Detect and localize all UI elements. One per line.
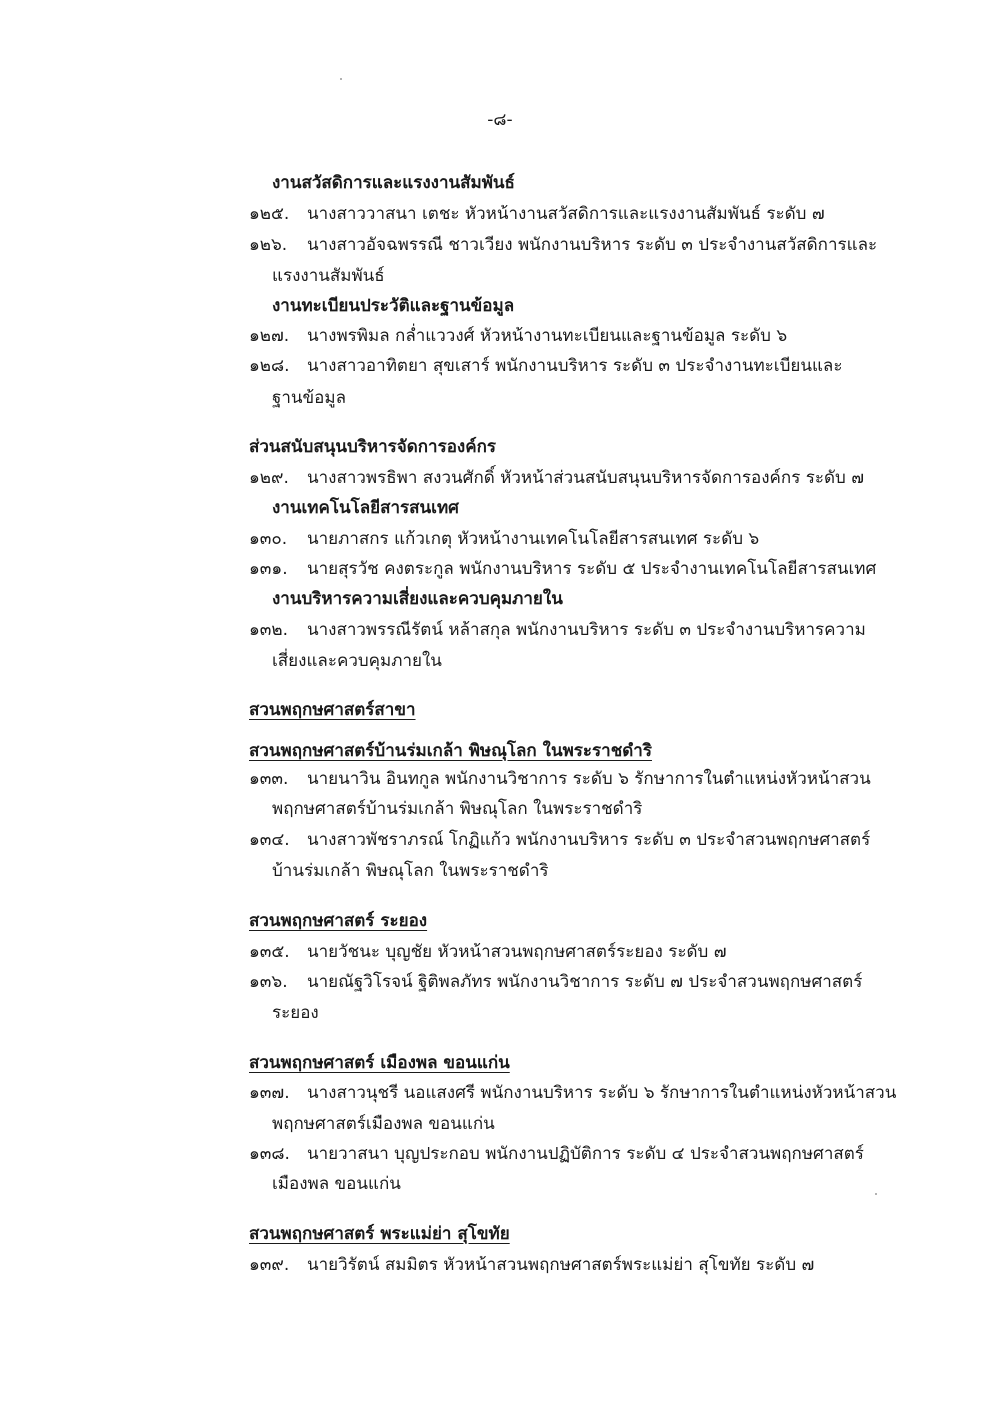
item-text: นางสาวอาทิตยา สุขเสาร์ พนักงานบริหาร ระดับ ๓ ประจำงานทะเบียนและ [307, 356, 843, 376]
section-heading-branches: สวนพฤกษศาสตร์สาขา [249, 700, 416, 720]
list-item-137 [249, 1081, 896, 1105]
list-item-138 [249, 1142, 864, 1166]
list-item-125 [249, 202, 825, 226]
item-text: นายวิรัตน์ สมมิตร หัวหน้าสวนพฤกษศาสตร์พระแม่ย่า สุโขทัย ระดับ ๗ [307, 1255, 815, 1275]
item-text: นายวาสนา บุญประกอบ พนักงานปฏิบัติการ ระดับ ๔ ประจำสวนพฤกษศาสตร์ [307, 1144, 864, 1164]
item-text: นายนาวิน อินทกูล พนักงานวิชาการ ระดับ ๖ รักษาการในตำแหน่งหัวหน้าสวน [307, 769, 871, 789]
item-number: ๑๒๕. [249, 204, 290, 224]
section-heading-welfare: งานสวัสดิการและแรงงานสัมพันธ์ [272, 173, 515, 193]
item-number: ๑๒๗. [249, 326, 290, 346]
item-text: นางสาววาสนา เตชะ หัวหน้างานสวัสดิการและแรงงานสัมพันธ์ ระดับ ๗ [307, 204, 825, 224]
item-number: ๑๒๖. [249, 235, 288, 255]
item-continuation: ระยอง [272, 1003, 319, 1023]
scan-speck [340, 78, 342, 80]
item-continuation: พฤกษศาสตร์บ้านร่มเกล้า พิษณุโลก ในพระราชดำริ [272, 799, 643, 819]
item-text: นางสาวอัจฉพรรณี ชาวเวียง พนักงานบริหาร ระดับ ๓ ประจำงานสวัสดิการและ [307, 235, 878, 255]
page-number: -๘- [487, 110, 513, 130]
scan-speck [875, 1193, 877, 1195]
section-heading-it: งานเทคโนโลยีสารสนเทศ [272, 498, 459, 518]
section-heading-risk: งานบริหารความเสี่ยงและควบคุมภายใน [272, 589, 563, 609]
item-text: นายวัชนะ บุญชัย หัวหน้าสวนพฤกษศาสตร์ระยอง ระดับ ๗ [307, 942, 727, 962]
list-item-127 [249, 324, 787, 348]
item-number: ๑๓๕. [249, 942, 290, 962]
item-number: ๑๓๖. [249, 972, 288, 992]
list-item-129 [249, 466, 864, 490]
item-number: ๑๒๘. [249, 356, 290, 376]
section-heading-romklao: สวนพฤกษศาสตร์บ้านร่มเกล้า พิษณุโลก ในพระราชดำริ [249, 741, 652, 761]
section-heading-rayong: สวนพฤกษศาสตร์ ระยอง [249, 911, 428, 931]
item-number: ๑๓๔. [249, 830, 290, 850]
item-number: ๑๓๓. [249, 769, 289, 789]
list-item-133 [249, 767, 871, 791]
item-number: ๑๓๗. [249, 1083, 290, 1103]
item-text: นางสาวพรรณีรัตน์ หล้าสกุล พนักงานบริหาร ระดับ ๓ ประจำงานบริหารความ [307, 620, 866, 640]
item-continuation: พฤกษศาสตร์เมืองพล ขอนแก่น [272, 1114, 495, 1134]
item-continuation: เมืองพล ขอนแก่น [272, 1174, 401, 1194]
item-text: นางพรพิมล กล่ำแววงศ์ หัวหน้างานทะเบียนและฐานข้อมูล ระดับ ๖ [307, 326, 788, 346]
item-number: ๑๓๑. [249, 559, 288, 579]
item-number: ๑๓๘. [249, 1144, 290, 1164]
item-continuation: ฐานข้อมูล [272, 388, 347, 408]
item-continuation: แรงงานสัมพันธ์ [272, 266, 385, 286]
item-continuation: เสี่ยงและควบคุมภายใน [272, 651, 442, 671]
list-item-135 [249, 940, 727, 964]
item-text: นายณัฐวิโรจน์ ฐิติพลภัทร พนักงานวิชาการ ระดับ ๗ ประจำสวนพฤกษศาสตร์ [307, 972, 863, 992]
item-number: ๑๓๒. [249, 620, 289, 640]
item-continuation: บ้านร่มเกล้า พิษณุโลก ในพระราชดำริ [272, 861, 549, 881]
item-text: นายภาสกร แก้วเกตุ หัวหน้างานเทคโนโลยีสารสนเทศ ระดับ ๖ [307, 529, 760, 549]
list-item-126 [249, 233, 877, 257]
list-item-131 [249, 557, 876, 581]
section-heading-registry: งานทะเบียนประวัติและฐานข้อมูล [272, 296, 515, 316]
item-text: นางสาวพัชราภรณ์ โกฏิแก้ว พนักงานบริหาร ระดับ ๓ ประจำสวนพฤกษศาสตร์ [307, 830, 871, 850]
item-number: ๑๓๙. [249, 1255, 290, 1275]
list-item-136 [249, 970, 862, 994]
item-text: นายสุรวัช คงตระกูล พนักงานบริหาร ระดับ ๕ ประจำงานเทคโนโลยีสารสนเทศ [307, 559, 877, 579]
item-number: ๑๒๙. [249, 468, 289, 488]
item-number: ๑๓๐. [249, 529, 288, 549]
list-item-130 [249, 527, 759, 551]
section-heading-sukhothai: สวนพฤกษศาสตร์ พระแม่ย่า สุโขทัย [249, 1224, 510, 1244]
list-item-139 [249, 1253, 814, 1277]
list-item-128 [249, 354, 842, 378]
item-text: นางสาวนุชรี นอแสงศรี พนักงานบริหาร ระดับ ๖ รักษาการในตำแหน่งหัวหน้าสวน [307, 1083, 897, 1103]
list-item-134 [249, 828, 870, 852]
section-heading-support: ส่วนสนับสนุนบริหารจัดการองค์กร [249, 437, 497, 457]
list-item-132 [249, 618, 866, 642]
section-heading-muangphon: สวนพฤกษศาสตร์ เมืองพล ขอนแก่น [249, 1053, 510, 1073]
item-text: นางสาวพรธิพา สงวนศักดิ์ หัวหน้าส่วนสนับสนุนบริหารจัดการองค์กร ระดับ ๗ [307, 468, 865, 488]
